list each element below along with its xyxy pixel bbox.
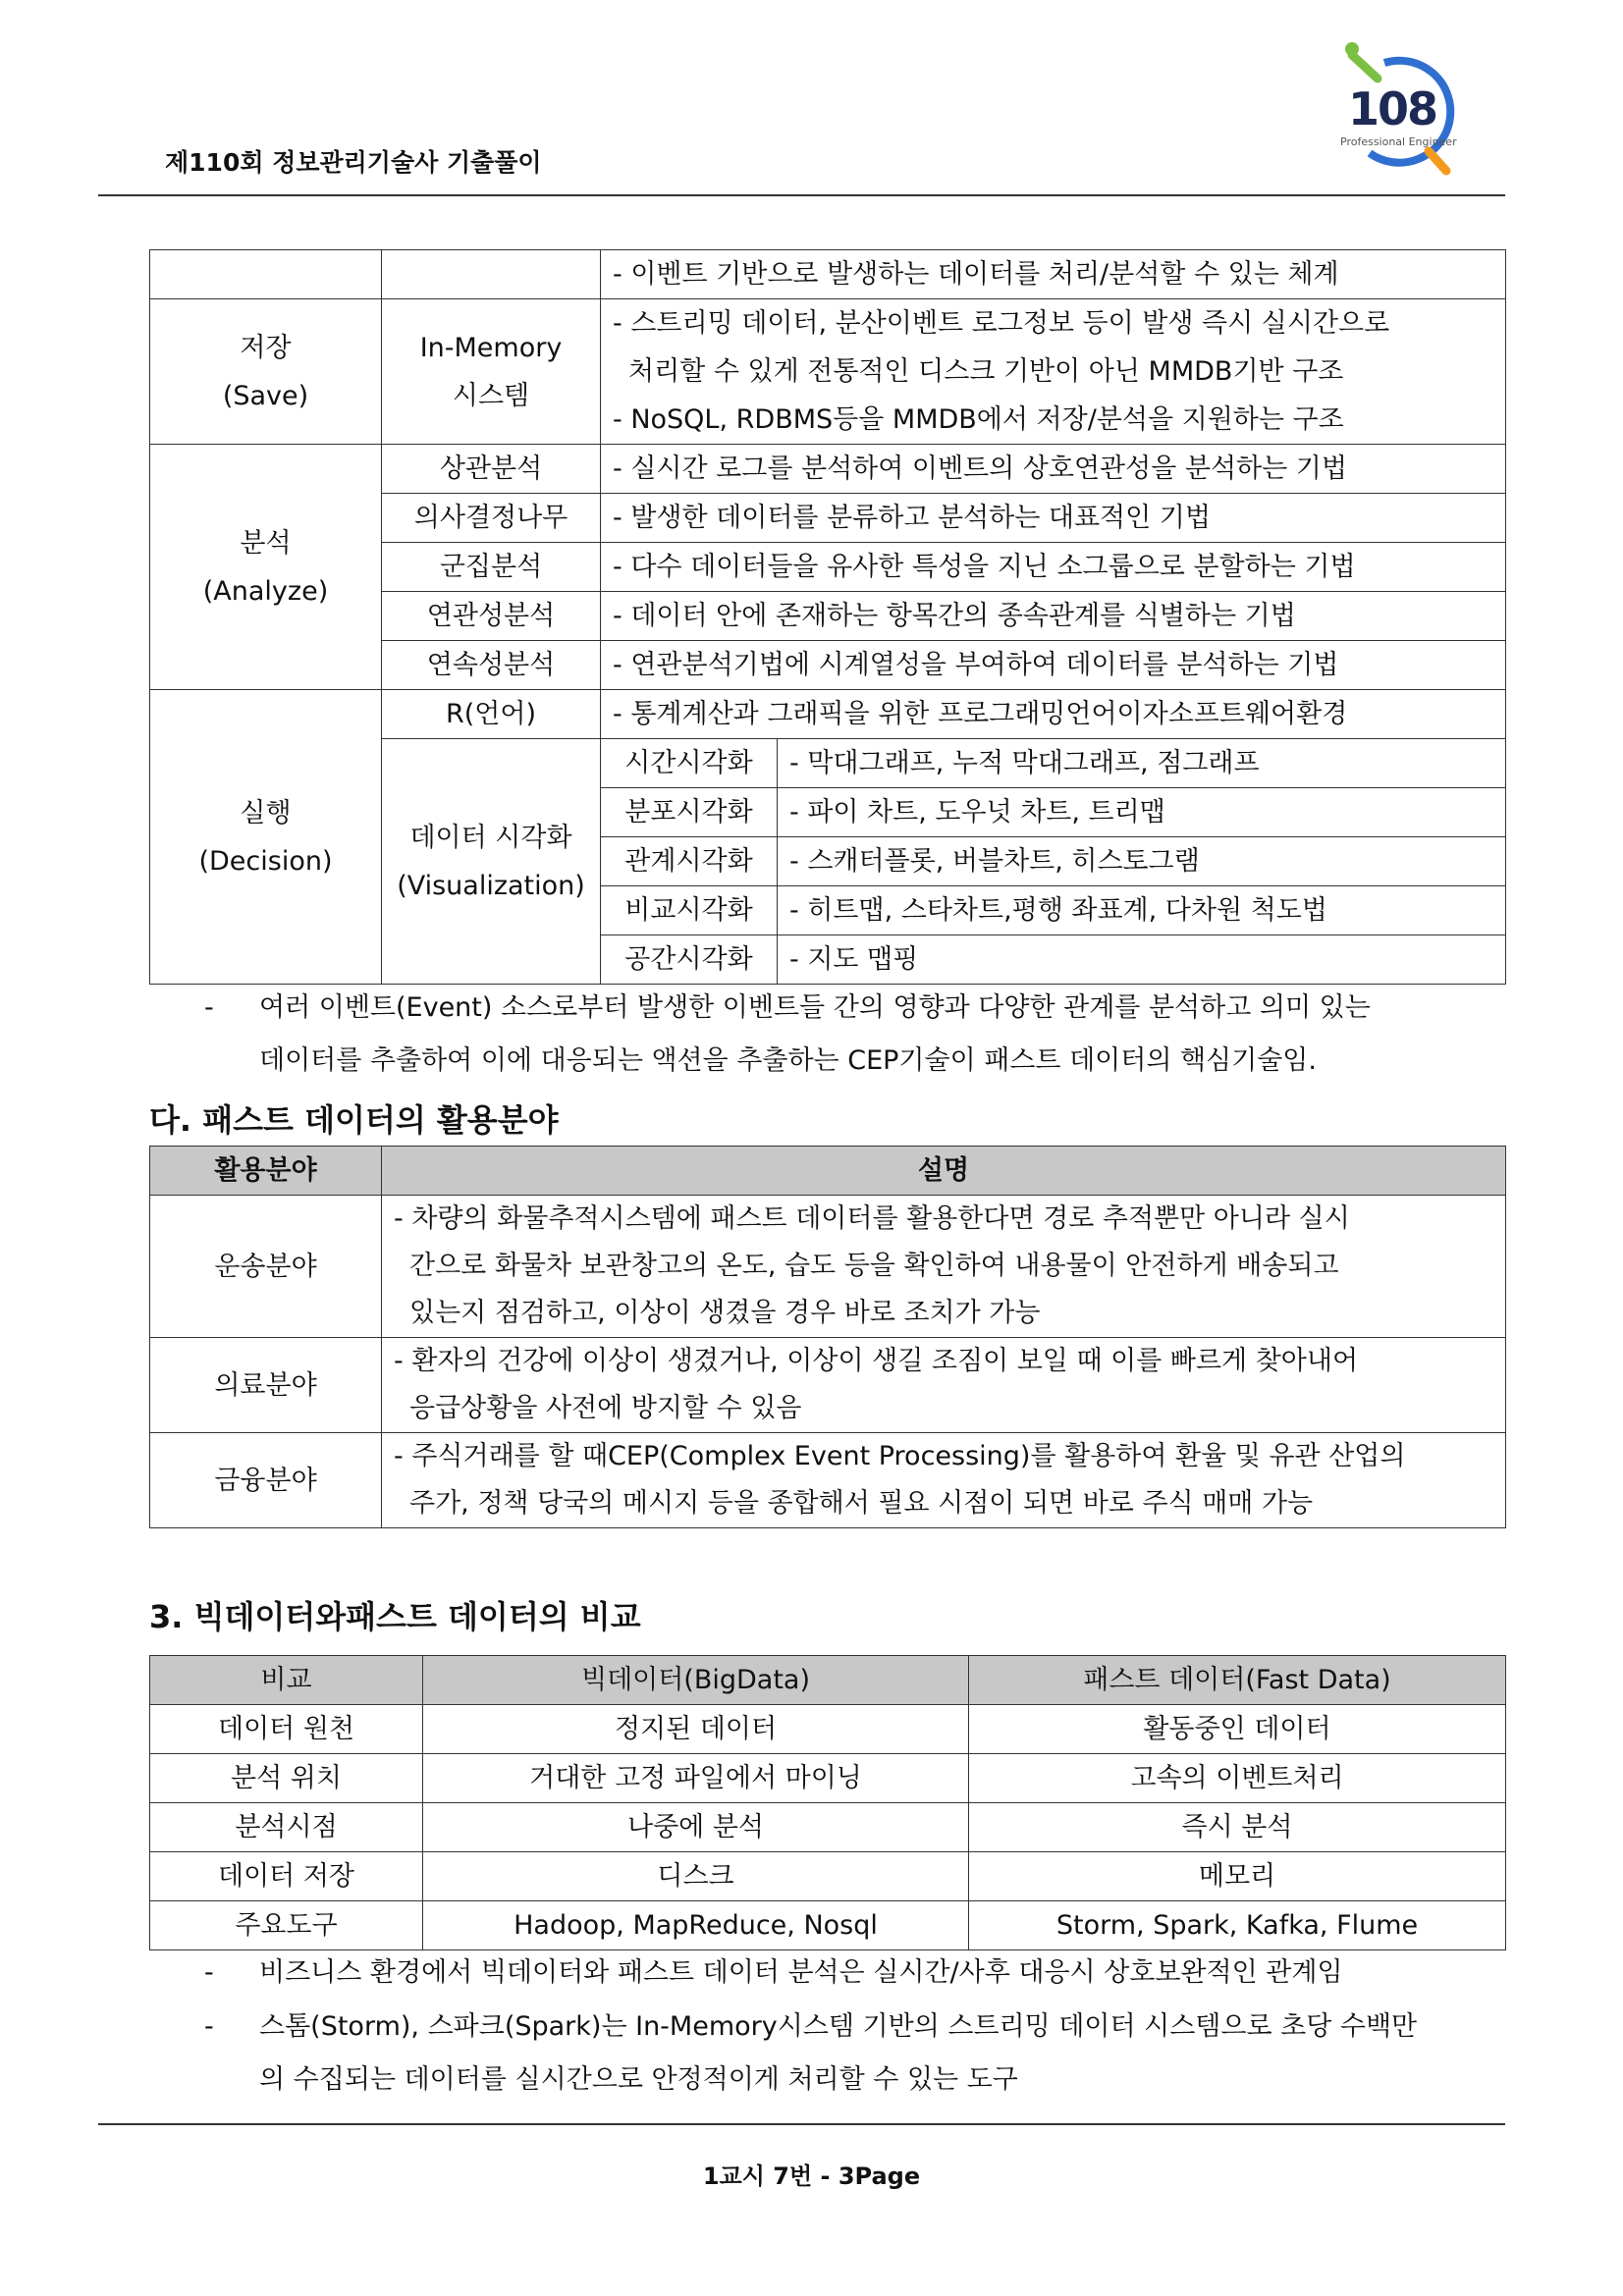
table-cell: - 통계계산과 그래픽을 위한 프로그래밍언어이자소프트웨어환경	[601, 690, 1506, 739]
note-line: 스톰(Storm), 스파크(Spark)는 In-Memory시스템 기반의 스트리밍 데이터 시스템으로 초당 수백만	[259, 2011, 1418, 2042]
section-title-compare: 3. 빅데이터와패스트 데이터의 비교	[149, 1598, 641, 1635]
category-label-en: (Analyze)	[202, 575, 329, 607]
table-cell: 디스크	[423, 1852, 969, 1901]
table-cell: - 다수 데이터들을 유사한 특성을 지닌 소그룹으로 분할하는 기법	[601, 543, 1506, 592]
table-cell: 나중에 분석	[423, 1803, 969, 1852]
table-cell: - 지도 맵핑	[778, 935, 1506, 985]
table-cell: 상관분석	[382, 445, 601, 494]
category-save	[150, 299, 382, 445]
table-cell: 군집분석	[382, 543, 601, 592]
column-header: 패스트 데이터(Fast Data)	[969, 1656, 1506, 1705]
desc-line: 주가, 정책 당국의 메시지 등을 종합해서 필요 시점이 되면 바로 주식 매매 가능	[409, 1488, 1314, 1519]
tech-label-en: (Visualization)	[397, 870, 585, 901]
table-cell: 연관성분석	[382, 592, 601, 641]
table-cell	[382, 1196, 1506, 1338]
empty-cell	[150, 250, 382, 299]
column-header: 비교	[150, 1656, 423, 1705]
bullet-dash: -	[204, 2011, 214, 2042]
table-cell: 분석 위치	[150, 1754, 423, 1803]
table-row	[150, 250, 1506, 299]
table-row	[150, 690, 1506, 739]
table-cell: - 막대그래프, 누적 막대그래프, 점그래프	[778, 739, 1506, 788]
category-label: 실행	[240, 797, 292, 828]
table-row	[150, 1901, 1506, 1950]
table-cell: - 발생한 데이터를 분류하고 분석하는 대표적인 기법	[601, 494, 1506, 543]
desc-line: - 스트리밍 데이터, 분산이벤트 로그정보 등이 발생 즉시 실시간으로	[613, 308, 1390, 339]
table-cell: 의사결정나무	[382, 494, 601, 543]
usage-table	[149, 1146, 1506, 1528]
table-cell: - 데이터 안에 존재하는 항목간의 종속관계를 식별하는 기법	[601, 592, 1506, 641]
table-cell: - 실시간 로그를 분석하여 이벤트의 상호연관성을 분석하는 기법	[601, 445, 1506, 494]
desc-line: 응급상황을 사전에 방지할 수 있음	[409, 1393, 802, 1423]
category-label: 저장	[240, 332, 292, 363]
table-cell: 공간시각화	[601, 935, 778, 985]
desc-line: 처리할 수 있게 전통적인 디스크 기반이 아닌 MMDB기반 구조	[628, 356, 1344, 387]
table-cell: - 파이 차트, 도우넛 차트, 트리맵	[778, 788, 1506, 837]
note-complementary	[204, 1947, 1481, 2000]
category-label-en: (Save)	[222, 380, 309, 411]
note-cep	[204, 982, 1481, 1090]
logo-subtitle: Professional Engineer	[1340, 135, 1457, 148]
table-cell: 활동중인 데이터	[969, 1705, 1506, 1754]
table-row	[150, 445, 1506, 494]
table-header-row	[150, 1656, 1506, 1705]
footer-divider	[98, 2123, 1505, 2125]
table-row	[150, 1803, 1506, 1852]
note-line: 여러 이벤트(Event) 소스로부터 발생한 이벤트들 간의 영향과 다양한 관계를 분석하고 의미 있는	[259, 992, 1371, 1023]
desc-line: - 환자의 건강에 이상이 생겼거나, 이상이 생길 조짐이 보일 때 이를 빠르게 찾아내어	[394, 1346, 1359, 1376]
logo	[1330, 35, 1488, 183]
category-label: 분석	[240, 527, 292, 559]
table-cell: 거대한 고정 파일에서 마이닝	[423, 1754, 969, 1803]
page-footer: 1교시 7번 - 3Page	[702, 2163, 921, 2190]
table-cell: - 이벤트 기반으로 발생하는 데이터를 처리/분석할 수 있는 체계	[601, 250, 1506, 299]
table-cell: 데이터 원천	[150, 1705, 423, 1754]
table-cell	[601, 299, 1506, 445]
table-row	[150, 1852, 1506, 1901]
desc-line: - 차량의 화물추적시스템에 패스트 데이터를 활용한다면 경로 추적뿐만 아니라 실시	[394, 1203, 1350, 1234]
note-line: 의 수집되는 데이터를 실시간으로 안정적이게 처리할 수 있는 도구	[259, 2064, 1018, 2095]
compare-table	[149, 1655, 1506, 1950]
note-storm-spark	[204, 2001, 1481, 2109]
section-title-usage: 다. 패스트 데이터의 활용분야	[149, 1101, 559, 1139]
table-row	[150, 299, 1506, 445]
table-cell: 운송분야	[150, 1196, 382, 1338]
table-cell: 데이터 저장	[150, 1852, 423, 1901]
category-analyze	[150, 445, 382, 690]
category-label-en: (Decision)	[198, 845, 333, 877]
table-row	[150, 1433, 1506, 1528]
table-cell	[382, 1433, 1506, 1528]
cep-table	[149, 249, 1506, 985]
bullet-dash: -	[204, 1957, 214, 1988]
logo-number: 108	[1348, 82, 1437, 135]
desc-line: 간으로 화물차 보관창고의 온도, 습도 등을 확인하여 내용물이 안전하게 배송되고	[409, 1251, 1339, 1281]
tech-in-memory	[382, 299, 601, 445]
note-line: 데이터를 추출하여 이에 대응되는 액션을 추출하는 CEP기술이 패스트 데이터의 핵심기술임.	[259, 1045, 1317, 1076]
table-cell: 의료분야	[150, 1338, 382, 1433]
note-line: 비즈니스 환경에서 빅데이터와 패스트 데이터 분석은 실시간/사후 대응시 상호보완적인 관계임	[259, 1957, 1343, 1988]
header-divider	[98, 194, 1505, 196]
tech-label-2: 시스템	[452, 380, 530, 411]
column-header: 활용분야	[150, 1147, 382, 1196]
table-cell: 관계시각화	[601, 837, 778, 886]
table-cell: 분포시각화	[601, 788, 778, 837]
desc-line: 있는지 점검하고, 이상이 생겼을 경우 바로 조치가 가능	[409, 1298, 1041, 1328]
tech-label: In-Memory	[419, 332, 563, 363]
table-cell: 비교시각화	[601, 886, 778, 935]
empty-cell	[382, 250, 601, 299]
table-cell: 주요도구	[150, 1901, 423, 1950]
tech-label: 데이터 시각화	[409, 822, 572, 853]
table-cell: - 연관분석기법에 시계열성을 부여하여 데이터를 분석하는 기법	[601, 641, 1506, 690]
table-cell: 분석시점	[150, 1803, 423, 1852]
table-cell: - 스캐터플롯, 버블차트, 히스토그램	[778, 837, 1506, 886]
page-header-title: 제110회 정보관리기술사 기출풀이	[165, 148, 542, 177]
table-cell	[382, 1338, 1506, 1433]
table-cell: 금융분야	[150, 1433, 382, 1528]
desc-line: - 주식거래를 할 때CEP(Complex Event Processing)를 활용하여 환율 및 유관 산업의	[394, 1441, 1406, 1471]
table-cell: - 히트맵, 스타차트,평행 좌표계, 다차원 척도법	[778, 886, 1506, 935]
column-header: 설명	[382, 1147, 1506, 1196]
table-cell: 즉시 분석	[969, 1803, 1506, 1852]
table-row	[150, 1196, 1506, 1338]
tech-visualization	[382, 739, 601, 985]
table-row	[150, 1754, 1506, 1803]
table-row	[150, 1705, 1506, 1754]
table-cell: 시간시각화	[601, 739, 778, 788]
table-header-row	[150, 1147, 1506, 1196]
table-cell: 정지된 데이터	[423, 1705, 969, 1754]
table-cell: 연속성분석	[382, 641, 601, 690]
bullet-dash: -	[204, 992, 214, 1023]
table-cell: 메모리	[969, 1852, 1506, 1901]
table-cell: R(언어)	[382, 690, 601, 739]
table-cell: Storm, Spark, Kafka, Flume	[969, 1901, 1506, 1950]
table-row	[150, 1338, 1506, 1433]
column-header: 빅데이터(BigData)	[423, 1656, 969, 1705]
table-cell: Hadoop, MapReduce, Nosql	[423, 1901, 969, 1950]
category-decision	[150, 690, 382, 985]
desc-line: - NoSQL, RDBMS등을 MMDB에서 저장/분석을 지원하는 구조	[613, 404, 1344, 435]
table-cell: 고속의 이벤트처리	[969, 1754, 1506, 1803]
